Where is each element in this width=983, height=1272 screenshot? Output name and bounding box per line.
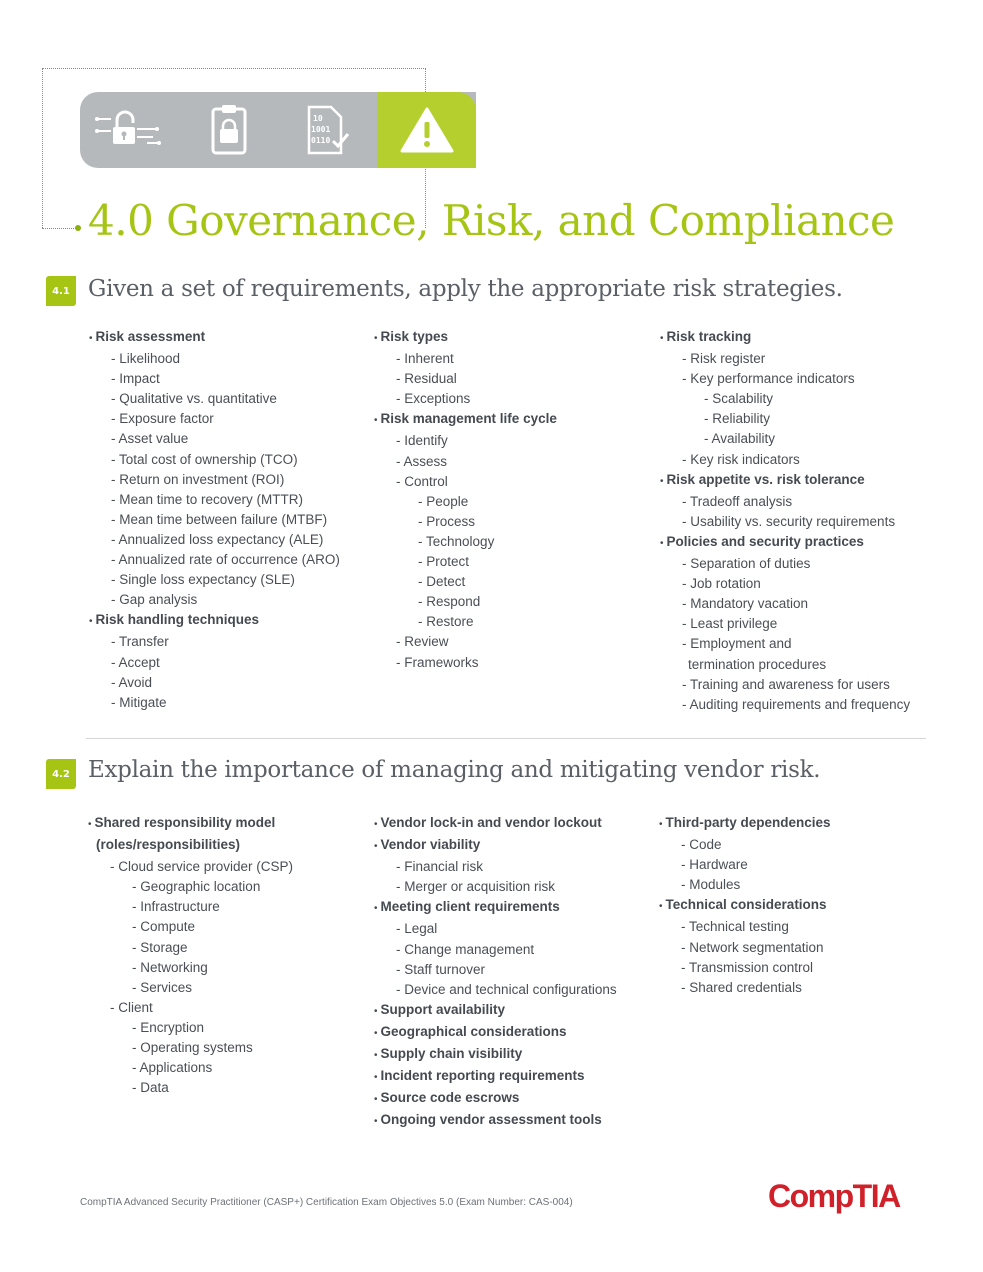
objective-subitem: - Device and technical configurations xyxy=(374,980,654,1000)
binary-document-check-icon xyxy=(278,92,377,168)
objective-subitem: - Mitigate xyxy=(89,693,369,713)
objective-topic: • Risk appetite vs. risk tolerance xyxy=(660,470,940,492)
objective-subitem: - Financial risk xyxy=(374,857,654,877)
objective-subitem: - Least privilege xyxy=(660,614,940,634)
objective-subitem: - Avoid xyxy=(89,673,369,693)
objective-topic: • Technical considerations xyxy=(659,895,939,917)
section-title: Given a set of requirements, apply the appropriate risk strategies. xyxy=(88,276,843,302)
objective-subitem: - Technical testing xyxy=(659,917,939,937)
objective-topic: • Vendor viability xyxy=(374,835,654,857)
connector-dot xyxy=(75,225,81,231)
svg-text:1001: 1001 xyxy=(310,125,330,134)
objective-column xyxy=(89,327,369,713)
objective-topic: • Vendor lock-in and vendor lockout xyxy=(374,813,654,835)
objective-subitem: - Shared credentials xyxy=(659,978,939,998)
objective-topic: • Risk handling techniques xyxy=(89,610,369,632)
objective-subitem: - Key risk indicators xyxy=(660,450,940,470)
objective-subitem: - Mandatory vacation xyxy=(660,594,940,614)
objective-subitem: - Operating systems xyxy=(88,1038,368,1058)
objective-subitem: - Job rotation xyxy=(660,574,940,594)
objective-subitem: - Inherent xyxy=(374,349,654,369)
objective-subitem: - Respond xyxy=(374,592,654,612)
objective-subitem: - Merger or acquisition risk xyxy=(374,877,654,897)
objective-subitem: - Modules xyxy=(659,875,939,895)
section-divider xyxy=(86,738,926,739)
objective-subitem: - Infrastructure xyxy=(88,897,368,917)
objective-column xyxy=(659,813,939,998)
objective-topic: • Policies and security practices xyxy=(660,532,940,554)
objective-subitem: - Auditing requirements and frequency xyxy=(660,695,940,715)
objective-subitem: - Separation of duties xyxy=(660,554,940,574)
objective-subitem: - Compute xyxy=(88,917,368,937)
objective-subitem: - Scalability xyxy=(660,389,940,409)
objective-subitem: - Transmission control xyxy=(659,958,939,978)
objective-subitem: - Single loss expectancy (SLE) xyxy=(89,570,369,590)
objective-topic: • Supply chain visibility xyxy=(374,1044,654,1066)
objective-column xyxy=(660,327,940,715)
objective-subitem: - Staff turnover xyxy=(374,960,654,980)
objective-subitem: - Risk register xyxy=(660,349,940,369)
objective-subitem: - Frameworks xyxy=(374,653,654,673)
objective-subitem: - Accept xyxy=(89,653,369,673)
svg-text:0110: 0110 xyxy=(310,136,330,145)
objective-column xyxy=(374,813,654,1132)
svg-text:10: 10 xyxy=(312,114,323,123)
objective-subitem: - Protect xyxy=(374,552,654,572)
objective-subitem: - Reliability xyxy=(660,409,940,429)
objective-subitem: - Services xyxy=(88,978,368,998)
objective-topic: (roles/responsibilities) xyxy=(96,837,241,853)
objective-subitem: - Geographic location xyxy=(88,877,368,897)
objective-subitem: - Change management xyxy=(374,940,654,960)
objective-subitem: - Detect xyxy=(374,572,654,592)
objective-subitem: - Transfer xyxy=(89,632,369,652)
dotted-connector xyxy=(42,228,76,229)
objective-subitem: - Encryption xyxy=(88,1018,368,1038)
objective-column xyxy=(374,327,654,673)
objective-subitem: - Legal xyxy=(374,919,654,939)
objective-subitem: - Usability vs. security requirements xyxy=(660,512,940,532)
objective-subitem: - Residual xyxy=(374,369,654,389)
objective-subitem: - Annualized rate of occurrence (ARO) xyxy=(89,550,369,570)
objective-topic: • Support availability xyxy=(374,1000,654,1022)
objective-subitem: - Data xyxy=(88,1078,368,1098)
objective-subitem: - Network segmentation xyxy=(659,938,939,958)
objective-subitem: termination procedures xyxy=(688,656,827,672)
objective-topic: • Risk assessment xyxy=(89,327,369,349)
warning-icon xyxy=(377,92,476,168)
lock-network-icon xyxy=(80,92,179,168)
objective-subitem: - Qualitative vs. quantitative xyxy=(89,389,369,409)
objective-topic: • Incident reporting requirements xyxy=(374,1066,654,1088)
objective-subitem: - Employment and xyxy=(660,634,940,654)
objective-subitem: - Total cost of ownership (TCO) xyxy=(89,450,369,470)
objective-subitem: - Annualized loss expectancy (ALE) xyxy=(89,530,369,550)
objective-topic: • Risk types xyxy=(374,327,654,349)
objective-subitem: - Exceptions xyxy=(374,389,654,409)
objective-subitem: - Restore xyxy=(374,612,654,632)
objective-topic: • Risk tracking xyxy=(660,327,940,349)
objective-subitem: - Storage xyxy=(88,938,368,958)
section-badge: 4.2 xyxy=(46,759,76,789)
objective-subitem: - Exposure factor xyxy=(89,409,369,429)
objective-subitem: - People xyxy=(374,492,654,512)
page-title: 4.0 Governance, Risk, and Compliance xyxy=(88,196,895,245)
objective-subitem: - Client xyxy=(88,998,368,1018)
footer-text: CompTIA Advanced Security Practitioner (CASP+) Certification Exam Objectives 5.0 (Exam Number: CAS-004) xyxy=(80,1197,573,1208)
objective-subitem: - Networking xyxy=(88,958,368,978)
objective-subitem: - Availability xyxy=(660,429,940,449)
objective-subitem: - Key performance indicators xyxy=(660,369,940,389)
section-title: Explain the importance of managing and mitigating vendor risk. xyxy=(88,757,821,783)
objective-subitem: - Identify xyxy=(374,431,654,451)
objective-topic: • Meeting client requirements xyxy=(374,897,654,919)
objective-subitem: - Gap analysis xyxy=(89,590,369,610)
objective-subitem: - Control xyxy=(374,472,654,492)
objective-subitem: - Technology xyxy=(374,532,654,552)
objective-subitem: - Mean time between failure (MTBF) xyxy=(89,510,369,530)
domain-icon-bar xyxy=(80,92,476,168)
objective-topic: • Geographical considerations xyxy=(374,1022,654,1044)
objective-subitem: - Training and awareness for users xyxy=(660,675,940,695)
objective-subitem: - Process xyxy=(374,512,654,532)
objective-subitem: - Tradeoff analysis xyxy=(660,492,940,512)
objective-column xyxy=(88,813,368,1098)
objective-topic: • Shared responsibility model xyxy=(88,813,368,835)
objective-subitem: - Code xyxy=(659,835,939,855)
objective-subitem: - Mean time to recovery (MTTR) xyxy=(89,490,369,510)
clipboard-lock-icon xyxy=(179,92,278,168)
section-badge: 4.1 xyxy=(46,276,76,306)
comptia-logo: CompTIA xyxy=(768,1178,900,1214)
objective-topic: • Third-party dependencies xyxy=(659,813,939,835)
objective-topic: • Ongoing vendor assessment tools xyxy=(374,1110,654,1132)
objective-subitem: - Likelihood xyxy=(89,349,369,369)
objective-subitem: - Review xyxy=(374,632,654,652)
objective-subitem: - Asset value xyxy=(89,429,369,449)
objective-subitem: - Applications xyxy=(88,1058,368,1078)
objective-topic: • Risk management life cycle xyxy=(374,409,654,431)
objective-subitem: - Assess xyxy=(374,452,654,472)
objective-subitem: - Cloud service provider (CSP) xyxy=(88,857,368,877)
objective-subitem: - Hardware xyxy=(659,855,939,875)
objective-topic: • Source code escrows xyxy=(374,1088,654,1110)
objective-subitem: - Impact xyxy=(89,369,369,389)
objective-subitem: - Return on investment (ROI) xyxy=(89,470,369,490)
